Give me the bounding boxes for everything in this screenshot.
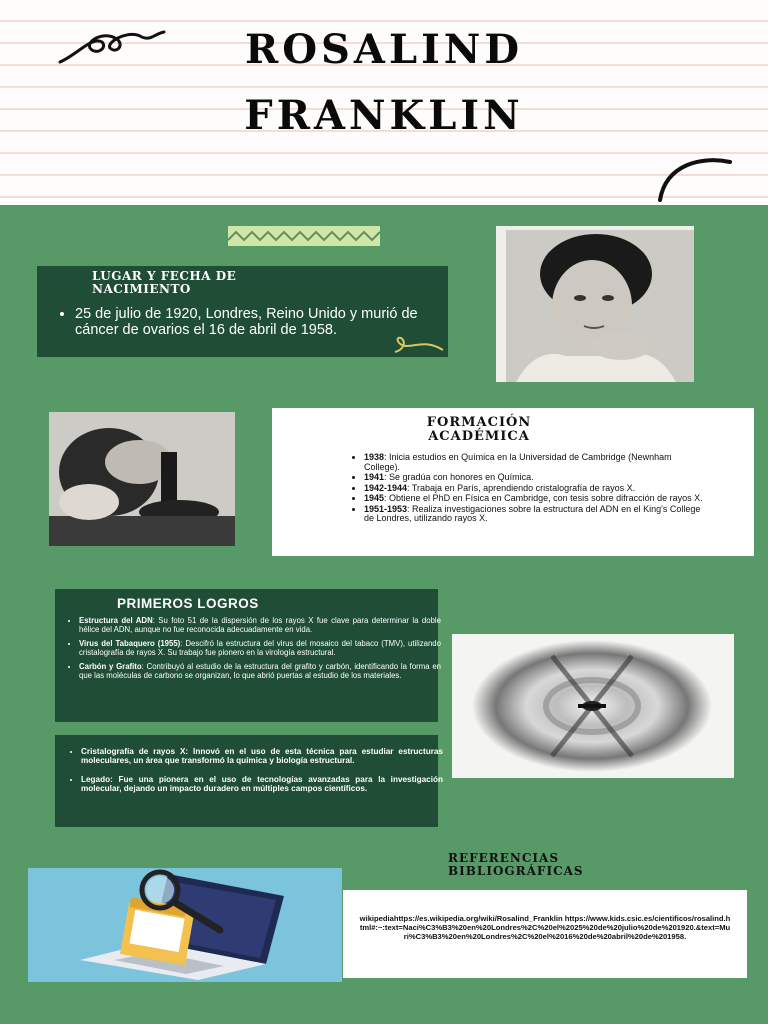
logros-item: • Virus del Tabaquero (1955): Descifró la estructura del virus del mosaico del tabaco (TMV), utilizando cristalografía de rayos X. Su trabajo fue pionero en la virología estructural. <box>79 640 441 657</box>
logros-box <box>55 589 442 722</box>
formacion-box <box>272 408 754 556</box>
formacion-item: • 1938: Inicia estudios en Química en la Universidad de Cambridge (Newnham College). <box>364 453 704 472</box>
header <box>0 0 768 205</box>
referencias-heading: REFERENCIAS BIBLIOGRÁFICAS <box>448 851 584 878</box>
formacion-item: • 1942-1944: Trabaja en París, aprendiendo cristalografía de rayos X. <box>364 484 704 494</box>
referencias-box <box>343 890 747 978</box>
logros-item: • Carbón y Grafito: Contribuyó al estudio de la estructura del grafito y carbón, identificando la forma en que las moléculas de carbono se organizan, lo que abrió puertas al estudio de los materiales. <box>79 663 441 680</box>
laptop-illustration <box>28 868 342 982</box>
arc-doodle-icon <box>652 156 734 206</box>
microscope-photo <box>49 412 235 546</box>
formacion-item: • 1951-1953: Realiza investigaciones sobre la estructura del ADN en el King's College de Londres, utilizando rayos X. <box>364 505 704 524</box>
formacion-item: • 1941: Se gradúa con honores en Química. <box>364 473 704 483</box>
logros-item: • Estructura del ADN: Su foto 51 de la dispersión de los rayos X fue clave para determinar la doble hélice del ADN, aunque no fue reconocida adecuadamente en vida. <box>79 617 441 634</box>
birth-text: • 25 de julio de 1920, Londres, Reino Unido y murió de cáncer de ovarios el 16 de abril de 1958. <box>75 306 425 338</box>
title-line2: FRANKLIN <box>244 92 524 139</box>
legado-list <box>65 747 443 794</box>
zigzag-tape-icon <box>228 226 380 246</box>
squiggle-doodle-icon <box>393 332 445 356</box>
formacion-item: • 1945: Obtiene el PhD en Física en Cambridge, con tesis sobre difracción de rayos X. <box>364 494 704 504</box>
logros-heading: PRIMEROS LOGROS <box>117 596 259 611</box>
birth-box <box>37 266 448 357</box>
referencias-text[interactable]: wikipediahttps://es.wikipedia.org/wiki/Rosalind_Franklin https://www.kids.csic.es/cientificos/rosalind.html#:~:text=Naci%C3%B3%20en%20Londres%2C%20el%2025%20de%20julio%20de%201920.&text=Muri%C3%B3%20en%20Londres%2C%20el%2016%20de%20abril%20de%201958. <box>359 914 731 941</box>
photo-51-image <box>452 634 734 778</box>
portrait-photo <box>496 226 694 382</box>
title-line1: ROSALIND <box>244 26 524 73</box>
logros-list <box>63 617 441 682</box>
formacion-heading: FORMACIÓN ACADÉMICA <box>426 415 532 444</box>
birth-heading: LUGAR Y FECHA DE NACIMIENTO <box>92 269 237 296</box>
legado-item: • Legado: Fue una pionera en el uso de tecnologías avanzadas para la investigación molecular, dejando un impacto duradero en múltiples campos científicos. <box>81 775 443 793</box>
legado-item: • Cristalografía de rayos X: Innovó en el uso de esta técnica para estudiar estructuras moleculares, un área que transformó la química y biología estructural. <box>81 747 443 765</box>
legado-box <box>55 735 443 827</box>
formacion-list <box>348 453 704 525</box>
